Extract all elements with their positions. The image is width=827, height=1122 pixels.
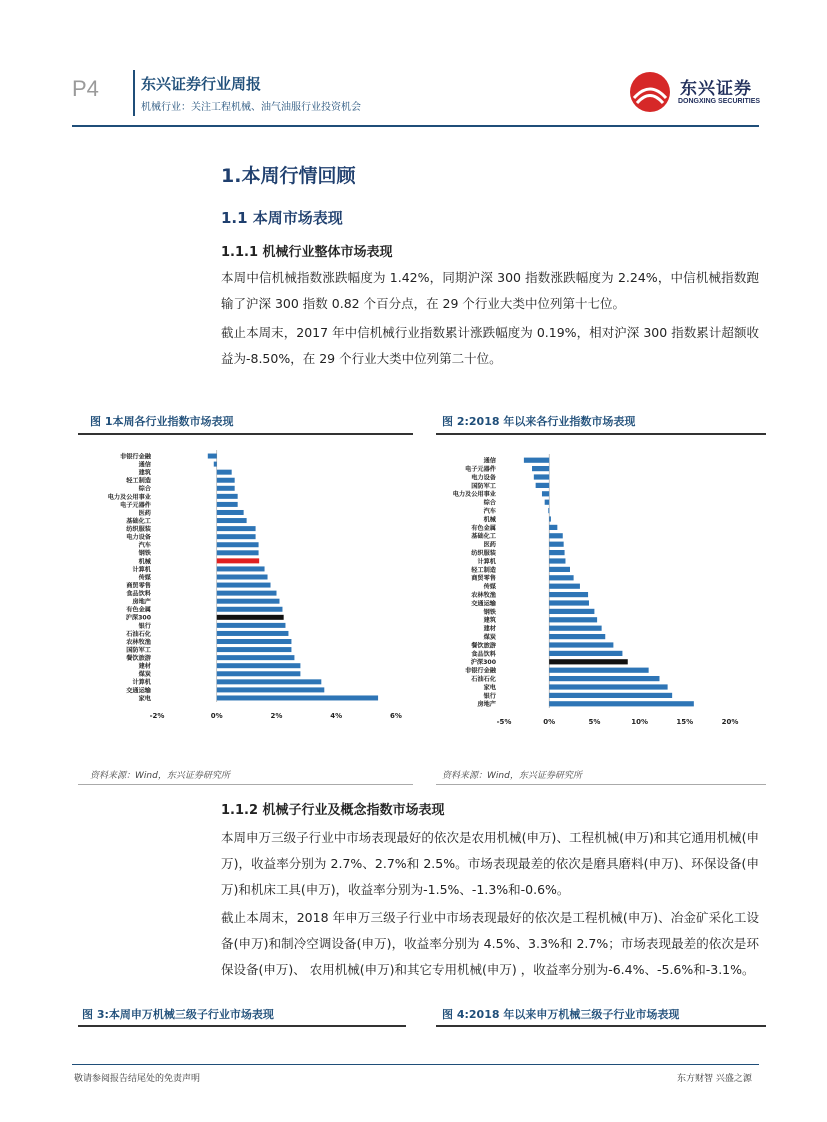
bar-0-2 — [217, 470, 232, 475]
bar-1-1 — [532, 466, 549, 471]
bar-0-20 — [217, 615, 284, 620]
category-label-0-16: 商贸零售 — [126, 582, 151, 590]
category-label-1-21: 煤炭 — [483, 634, 496, 641]
category-label-1-23: 食品饮料 — [471, 650, 496, 658]
category-label-1-3: 国防军工 — [471, 482, 496, 490]
bar-0-25 — [217, 655, 295, 660]
bar-0-18 — [217, 599, 280, 604]
bar-1-22 — [549, 642, 613, 647]
bar-1-7 — [549, 516, 551, 521]
category-label-0-8: 基础化工 — [126, 517, 151, 525]
category-label-0-9: 纺织服装 — [126, 526, 151, 534]
category-label-1-14: 商贸零售 — [471, 575, 496, 583]
category-label-0-15: 传媒 — [138, 574, 151, 582]
bar-1-4 — [542, 491, 549, 496]
bar-0-4 — [217, 486, 235, 491]
bar-0-21 — [217, 623, 286, 628]
bar-0-26 — [217, 663, 301, 668]
category-label-0-19: 有色金属 — [126, 606, 151, 614]
category-label-1-26: 石油石化 — [471, 676, 496, 683]
logo-text-cn: 东兴证券 — [680, 79, 752, 99]
category-label-0-0: 非银行金融 — [120, 453, 151, 461]
bar-1-25 — [549, 668, 648, 673]
bar-1-17 — [549, 600, 589, 605]
category-label-1-27: 家电 — [483, 684, 496, 692]
bar-1-21 — [549, 634, 605, 639]
bar-1-19 — [549, 617, 597, 622]
category-label-0-5: 电力及公用事业 — [107, 493, 151, 501]
bar-1-28 — [549, 693, 672, 698]
category-label-0-1: 通信 — [138, 461, 151, 469]
category-label-1-13: 轻工制造 — [471, 566, 496, 574]
bar-0-19 — [217, 607, 283, 612]
bar-0-3 — [217, 478, 235, 483]
bar-1-14 — [549, 575, 573, 580]
figure-2-rule — [436, 433, 766, 435]
category-label-1-25: 非银行金融 — [465, 667, 496, 675]
category-label-0-2: 建筑 — [138, 469, 151, 477]
bar-1-13 — [549, 567, 570, 572]
category-label-0-29: 交通运输 — [126, 687, 151, 695]
category-label-1-24: 沪深300 — [470, 659, 496, 667]
category-label-0-10: 电力设备 — [126, 534, 151, 542]
category-label-1-11: 纺织服装 — [471, 550, 496, 557]
category-label-1-28: 银行 — [483, 692, 496, 700]
category-label-1-22: 餐饮旅游 — [471, 642, 496, 650]
tick-label-1-3: 10% — [631, 718, 648, 726]
footer-slogan: 东方财智 兴盛之源 — [677, 1074, 752, 1084]
category-label-0-25: 餐饮旅游 — [126, 655, 151, 663]
category-label-0-3: 轻工制造 — [126, 477, 151, 485]
bar-0-9 — [217, 526, 256, 531]
category-label-0-6: 电子元器件 — [120, 501, 151, 509]
bar-1-26 — [549, 676, 659, 681]
bar-0-16 — [217, 583, 271, 588]
category-label-1-29: 房地产 — [477, 701, 496, 709]
category-label-1-5: 综合 — [483, 499, 496, 507]
bar-1-16 — [549, 592, 588, 597]
category-label-0-22: 石油石化 — [126, 630, 151, 638]
chart-weekly-industry — [78, 440, 413, 762]
tick-label-1-4: 15% — [676, 718, 694, 726]
category-label-0-17: 食品饮料 — [126, 590, 151, 598]
figure-4-title: 图 4:2018 年以来申万机械三级子行业市场表现 — [442, 1008, 680, 1021]
figure-1-source-rule — [78, 784, 413, 785]
bar-0-27 — [217, 671, 301, 676]
footer-rule — [72, 1064, 759, 1065]
figure-2-source: 资料来源：Wind，东兴证券研究所 — [442, 771, 582, 781]
figure-4-rule — [436, 1025, 766, 1027]
bar-0-29 — [217, 687, 325, 692]
bar-1-29 — [549, 701, 694, 706]
bar-1-6 — [548, 508, 549, 513]
bar-1-0 — [524, 458, 549, 463]
figure-1-rule — [78, 433, 413, 435]
bar-1-11 — [549, 550, 564, 555]
bar-0-23 — [217, 639, 292, 644]
tick-label-0-1: 0% — [210, 712, 223, 720]
category-label-0-21: 银行 — [138, 622, 151, 630]
category-label-0-7: 医药 — [138, 509, 151, 517]
subsubsection-title-2: 1.1.2 机械子行业及概念指数市场表现 — [221, 803, 445, 818]
header-divider — [133, 70, 135, 116]
category-label-1-18: 钢铁 — [483, 608, 496, 616]
bar-0-17 — [217, 591, 277, 596]
category-label-1-16: 农林牧渔 — [471, 592, 496, 599]
tick-label-1-2: 5% — [588, 718, 601, 726]
tick-label-0-2: 2% — [270, 712, 283, 720]
bar-1-15 — [549, 584, 580, 589]
figure-3-title: 图 3:本周申万机械三级子行业市场表现 — [82, 1008, 274, 1021]
category-label-0-4: 综合 — [138, 485, 151, 493]
paragraph-sub-industry-weekly: 本周申万三级子行业中市场表现最好的依次是农用机械(申万)、工程机械(申万)和其它通用机械(申万)，收益率分别为 2.7%、2.7%和 2.5%。市场表现最差的依次是磨具磨料(申万)、环保设备(申万)和机床工具(申万)，收益率分别为-1.5%、-1.3%和-0.6%。 — [221, 830, 759, 897]
tick-label-0-0: -2% — [149, 712, 165, 720]
bar-0-6 — [217, 502, 238, 507]
category-label-1-6: 汽车 — [483, 508, 496, 515]
category-label-1-15: 传媒 — [483, 583, 496, 591]
bar-0-30 — [217, 695, 378, 700]
bar-0-13 — [217, 558, 259, 563]
subsubsection-title: 1.1.1 机械行业整体市场表现 — [221, 245, 393, 260]
bar-0-10 — [217, 534, 256, 539]
bar-1-5 — [545, 500, 550, 505]
category-label-1-4: 电力及公用事业 — [452, 491, 496, 499]
bar-0-22 — [217, 631, 289, 636]
bar-0-12 — [217, 550, 259, 555]
category-label-0-27: 煤炭 — [138, 671, 151, 679]
category-label-1-0: 通信 — [483, 457, 496, 465]
paragraph-weekly-performance: 本周中信机械指数涨跌幅度为 1.42%，同期沪深 300 指数涨跌幅度为 2.24%，中信机械指数跑输了沪深 300 指数 0.82 个百分点，在 29 个行业大类中位列第十七位。 — [221, 270, 759, 311]
figure-1-title: 图 1本周各行业指数市场表现 — [90, 415, 234, 428]
category-label-1-7: 机械 — [483, 516, 496, 524]
bar-1-9 — [549, 533, 563, 538]
header-rule — [72, 125, 759, 127]
category-label-0-24: 国防军工 — [126, 646, 151, 654]
tick-label-1-5: 20% — [721, 718, 739, 726]
paragraph-sub-industry-ytd: 截止本周末，2018 年申万三级子行业中市场表现最好的依次是工程机械(申万)、冶金矿采化工设备(申万)和制冷空调设备(申万)，收益率分别为 4.5%、3.3%和 2.7%；市场表现最差的依次是环保设备(申万)、 农用机械(申万)和其它专用机械(申万) ，收益率分别为-6.4%、-5.6%和-3.1%。 — [221, 910, 759, 977]
bar-0-7 — [217, 510, 244, 515]
bar-1-23 — [549, 651, 622, 656]
bar-1-18 — [549, 609, 594, 614]
page-number: P4 — [72, 76, 99, 101]
bar-1-24 — [549, 659, 628, 664]
category-label-0-26: 建材 — [138, 663, 151, 671]
bar-0-15 — [217, 575, 268, 580]
category-label-0-23: 农林牧渔 — [126, 638, 151, 646]
category-label-0-28: 计算机 — [132, 679, 151, 687]
footer-disclaimer: 敬请参阅报告结尾处的免责声明 — [74, 1074, 201, 1084]
category-label-1-12: 计算机 — [477, 558, 496, 566]
category-label-0-30: 家电 — [138, 695, 151, 703]
bar-0-0 — [208, 454, 217, 459]
figure-2-source-rule — [436, 784, 766, 785]
chart-ytd-industry — [436, 440, 766, 762]
report-name: 东兴证券行业周报 — [141, 75, 262, 93]
bar-0-5 — [217, 494, 238, 499]
bar-0-11 — [217, 542, 259, 547]
figure-2-title: 图 2:2018 年以来各行业指数市场表现 — [442, 415, 636, 428]
category-label-1-17: 交通运输 — [471, 600, 496, 608]
logo-text-en: DONGXING SECURITIES — [678, 98, 761, 105]
bar-0-1 — [214, 462, 217, 467]
category-label-0-18: 房地产 — [132, 598, 151, 606]
tick-label-0-4: 6% — [390, 712, 402, 720]
bar-0-24 — [217, 647, 292, 652]
figure-1-source: 资料来源：Wind，东兴证券研究所 — [90, 771, 230, 781]
category-label-0-14: 计算机 — [132, 566, 151, 574]
bar-1-27 — [549, 684, 667, 689]
bar-0-14 — [217, 566, 265, 571]
category-label-1-10: 医药 — [483, 541, 496, 549]
bar-1-2 — [534, 474, 549, 479]
category-label-0-20: 沪深300 — [125, 614, 151, 622]
section-title: 1.本周行情回顾 — [221, 165, 356, 187]
category-label-1-20: 建材 — [483, 625, 496, 633]
bar-1-12 — [549, 558, 565, 563]
bar-1-8 — [549, 525, 557, 530]
category-label-1-1: 电子元器件 — [465, 466, 496, 473]
report-subtitle: 机械行业：关注工程机械、油气油服行业投资机会 — [141, 102, 361, 113]
category-label-1-2: 电力设备 — [471, 474, 496, 482]
category-label-1-19: 建筑 — [483, 617, 496, 625]
category-label-0-13: 机械 — [138, 558, 151, 566]
paragraph-ytd-performance: 截止本周末，2017 年中信机械行业指数累计涨跌幅度为 0.19%，相对沪深 300 指数累计超额收益为-8.50%，在 29 个行业大类中位列第二十位。 — [221, 325, 759, 366]
category-label-1-8: 有色金属 — [471, 524, 496, 532]
bar-1-10 — [549, 542, 563, 547]
tick-label-1-0: -5% — [496, 718, 512, 726]
category-label-0-12: 钢铁 — [138, 550, 151, 558]
bar-1-3 — [536, 483, 550, 488]
tick-label-1-1: 0% — [543, 718, 556, 726]
category-label-0-11: 汽车 — [138, 542, 151, 550]
figure-3-rule — [78, 1025, 406, 1027]
bar-1-20 — [549, 626, 601, 631]
bar-0-8 — [217, 518, 247, 523]
tick-label-0-3: 4% — [330, 712, 343, 720]
subsection-title: 1.1 本周市场表现 — [221, 209, 343, 227]
bar-0-28 — [217, 679, 322, 684]
category-label-1-9: 基础化工 — [471, 533, 496, 541]
